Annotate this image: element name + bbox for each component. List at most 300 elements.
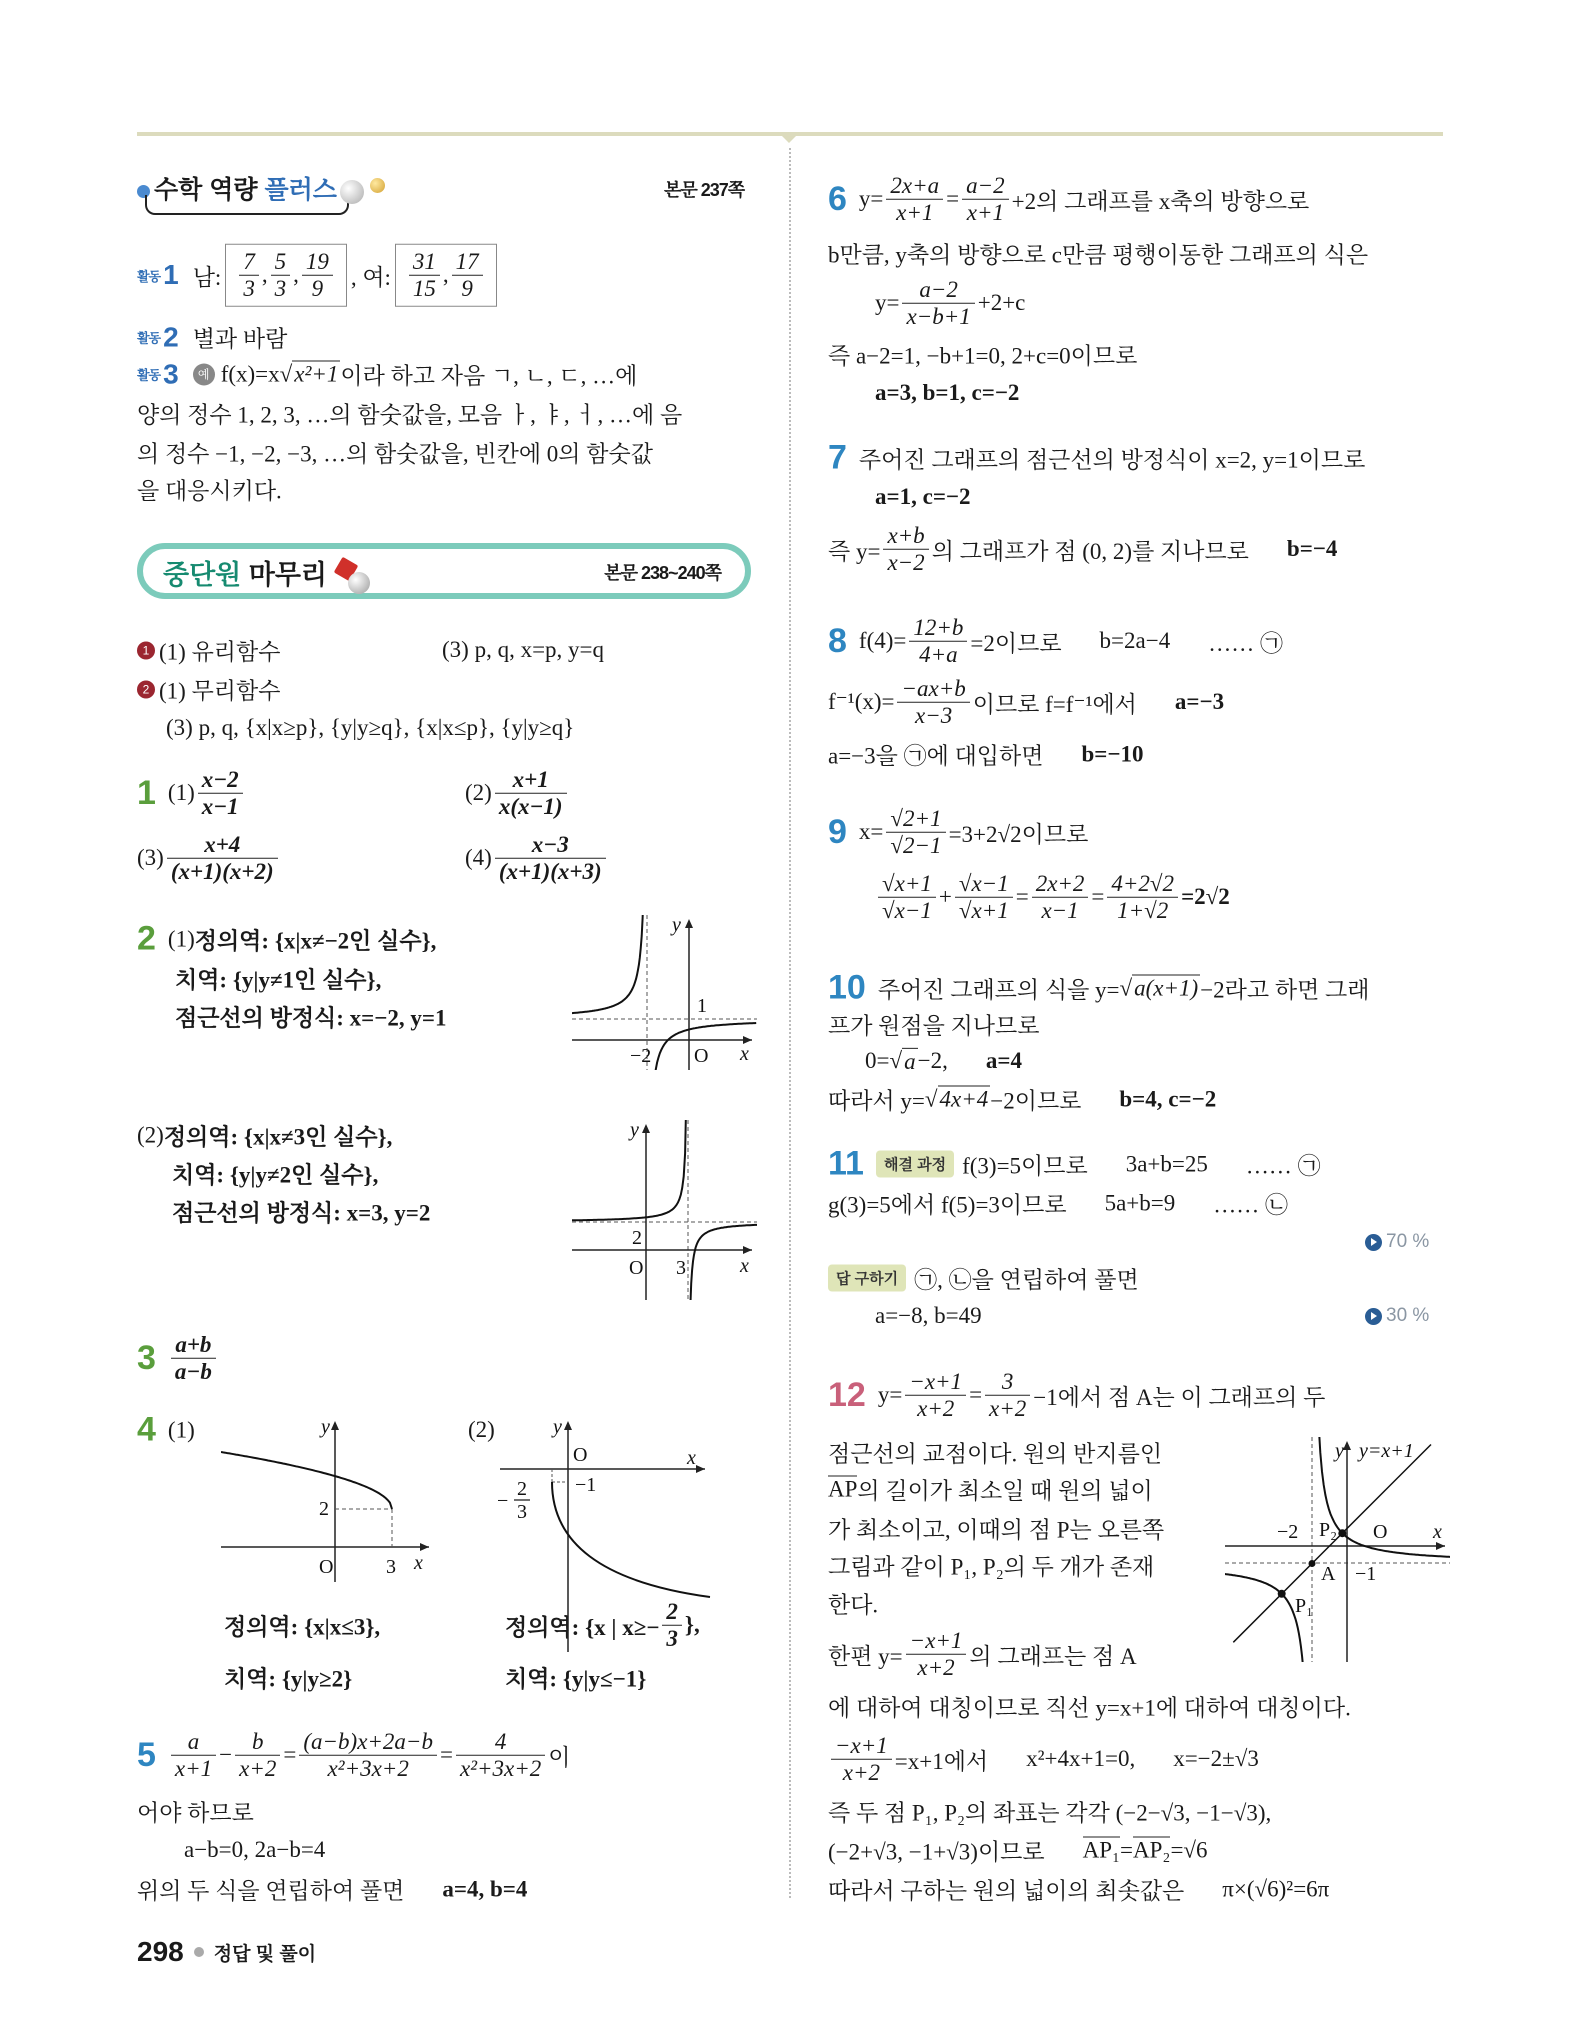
text: 주어진 그래프의 식을 y= [877,977,1120,1003]
text: f⁻¹(x)= [828,689,895,714]
line-q2b [175,962,381,995]
text: (3) [137,845,164,870]
x-label: x [414,1552,423,1574]
asymptote-value: 2 [632,1227,642,1249]
line-q11d [875,1303,982,1329]
fraction-numerator: −ax+b [897,676,969,703]
text: ㉠, ㉡을 연립하여 풀면 [914,1267,1139,1293]
x-label: x [740,1043,749,1065]
line-c1r [442,637,604,663]
radicand: a(x+1) [1134,975,1199,1001]
line-q1r [465,767,570,820]
square-root [1120,975,1201,1001]
fraction-denominator: x²+3x+2 [327,1755,409,1781]
line-q7 [828,439,1365,478]
line-q6b [828,237,1368,270]
origin-label: O [573,1444,588,1466]
point-p2 [1338,1529,1346,1537]
text: − [219,1742,233,1767]
fraction [271,249,291,302]
text: 의 그래프는 점 A [969,1643,1137,1669]
text: (1) 유리함수 [159,639,281,665]
header-title-b: 플러스 [264,176,337,204]
y-value-label: −1 [575,1474,597,1496]
text: =3+2√2이므로 [948,821,1089,847]
fraction-numerator: 7 [239,249,259,276]
fraction-numerator: −x+1 [905,1369,966,1396]
page-reference: 본문 237쪽 [664,180,745,200]
line-act3 [137,358,637,391]
asymptote-value: 3 [676,1257,686,1279]
text: +2의 그래프를 x축의 방향으로 [1011,188,1310,214]
text: (1) 무리함수 [159,678,281,704]
text: 이 [548,1744,571,1770]
bold-text: a=4, b=4 [442,1876,528,1901]
activity-number: 2 [163,321,179,352]
p2-label: P₂ [1319,1519,1338,1541]
line-pct2 [1365,1305,1429,1327]
fraction-denominator: 9 [311,275,324,301]
line-q1c [137,832,281,885]
origin-label: O [319,1556,334,1578]
banner-title-a: 중단원 [163,560,242,590]
line-act3b [137,397,682,430]
line-q12l [828,1873,1329,1906]
line-q8b [828,676,1224,729]
fraction-denominator: x+1 [896,199,934,225]
bold-text: 치역: {y|y≤−1} [505,1666,647,1692]
fraction [906,1628,967,1681]
fraction-denominator: x−b+1 [906,303,971,329]
line-act3d [137,473,282,506]
line-q9b [875,871,1230,924]
text: …… ㉠ [1245,1153,1321,1179]
fraction [883,523,928,576]
activity-number: 1 [163,259,179,290]
fraction-numerator: x−2 [198,767,243,794]
line-q6c [875,277,1025,330]
fraction-numerator: a−2 [962,173,1009,200]
fraction [1032,871,1089,924]
fraction [985,1369,1030,1422]
line-act3c [137,436,653,469]
line-q4 [137,1411,195,1450]
y-label: y [321,1417,330,1438]
fraction [902,277,974,330]
text: = [1091,884,1105,909]
fraction-denominator: (x+1)(x+2) [170,858,274,884]
fraction-numerator: a+b [171,1332,216,1359]
text: f(3)=5이므로 [962,1153,1088,1179]
text: 어야 하므로 [137,1800,254,1826]
activity-word: 활동 [137,268,161,284]
activity-label [137,259,179,291]
footer-dot-icon [194,1947,204,1957]
question-number: 12 [828,1375,866,1414]
line-q10 [828,969,1369,1008]
text: a−b=0, 2a−b=4 [184,1837,326,1862]
line-q11c [828,1262,1139,1295]
text: 의 길이가 최소일 때 원의 넓이 [857,1478,1153,1504]
x-value-numerator: 2 [517,1478,527,1500]
line-q1 [137,767,246,820]
text: y= [875,290,900,315]
text: …… ㉡ [1213,1192,1288,1218]
line-q12e [828,1549,1154,1582]
text: + [938,884,952,909]
fraction [198,767,243,820]
line-q4r [468,1417,495,1443]
text: 즉 a−2=1, −b+1=0, 2+c=0이므로 [828,343,1138,369]
bold-text: 정의역: {x|x≤3}, [224,1614,381,1640]
bold-text: b=−4 [1286,536,1338,561]
line-q8 [828,615,1283,668]
x-value-sign: − [497,1490,509,1512]
fraction-numerator: 2x+a [886,173,943,200]
text: =x+1에서 [894,1748,989,1774]
bold-text: a=3, b=1, c=−2 [875,380,1020,405]
fraction-denominator: x+2 [239,1755,277,1781]
curve [221,1452,392,1509]
sqrt-sign-icon: √ [889,1048,903,1074]
p1-label: P₁ [1295,1595,1314,1617]
fraction [955,871,1013,924]
y-label: y [1335,1440,1344,1462]
text: a=−8, b=49 [875,1303,982,1328]
text: y= [858,186,884,211]
line-q5c [184,1837,325,1863]
line-c2 [137,673,280,706]
fraction-numerator: 2x+2 [1032,871,1089,898]
y-label: y [553,1417,562,1438]
text: , 여: [350,264,391,290]
fraction-numerator: x−3 [495,832,606,859]
radicand: x²+1 [294,361,339,387]
text: g(3)=5에서 f(5)=3이므로 [828,1192,1067,1218]
example-badge: 예 [193,363,215,385]
fraction-denominator: 4+a [919,641,958,667]
graph-q4-1 [221,1417,436,1582]
header-underline [145,195,349,215]
line-q6e [875,380,1019,406]
bold-text: 정의역: {x|x≠−2인 실수}, [194,928,437,954]
fraction-denominator: x−1 [1041,897,1079,923]
score-percent: 30 % [1386,1305,1430,1326]
segment-overline: AP₂ [1133,1837,1171,1863]
line-q1d [465,832,609,885]
line-c3 [166,715,574,741]
top-rule-notch [780,134,798,143]
activity-label [137,358,179,390]
x-value-denominator: 3 [517,1501,527,1523]
fraction-numerator: x+1 [495,767,567,794]
text: f(4)= [858,628,907,653]
line-q10c [865,1048,1022,1074]
text: 이라 하고 자음 ㄱ, ㄴ, ㄷ, …에 [340,363,638,389]
line-q12j [828,1795,1271,1828]
fraction [409,249,440,302]
fraction-numerator: 4 [456,1729,545,1756]
text: , [293,262,299,287]
fraction [962,173,1009,226]
fraction [299,1729,437,1782]
line-q12h [828,1690,1351,1723]
fraction-denominator: 3 [666,1625,678,1651]
bold-text: b=4, c=−2 [1119,1086,1217,1111]
text: −2, [917,1047,948,1073]
square-root [889,1048,917,1074]
line-q12 [828,1369,1325,1422]
activity-label [137,321,179,353]
text: = [439,1742,453,1767]
line-q7c [828,523,1337,576]
question-number: 11 [828,1144,864,1183]
text: +2+c [977,290,1026,315]
fraction-denominator: x−1 [201,793,239,819]
bold-text: a=−3 [1174,689,1225,714]
bold-text: a=1, c=−2 [875,484,971,509]
fraction-denominator: x+2 [842,1759,880,1785]
bold-text: 정의역: {x | x≥− [505,1614,660,1640]
origin-label: O [629,1257,644,1279]
x-value-label: 3 [386,1556,396,1578]
fraction [452,249,483,302]
text: 즉 두 점 P₁, P₂의 좌표는 각각 (−2−√3, −1−√3), [828,1800,1272,1826]
text: =√6 [1170,1837,1208,1862]
line-q8c [828,738,1143,771]
text: , [442,262,449,287]
text: (2) [468,1417,495,1442]
asymptote-value: −1 [1355,1563,1377,1585]
text: 한편 y= [828,1643,903,1669]
segment-overline: AP [828,1476,858,1502]
line-q5 [137,1729,571,1782]
point-a [1309,1560,1316,1567]
square-root [925,1086,990,1112]
fraction-numerator: x+4 [167,832,278,859]
activity-word: 활동 [137,367,161,383]
line-q12i [828,1733,1259,1786]
text: , [261,262,268,287]
header-title-a: 수학 역량 [154,176,265,204]
fraction [171,1332,216,1385]
banner-page-reference: 본문 238~240쪽 [604,563,721,583]
fraction-denominator: 1+√2 [1117,897,1169,923]
text: =2이므로 [970,630,1062,656]
fraction [167,832,278,885]
line-q2d [137,1119,392,1152]
text: 따라서 구하는 원의 넓이의 최솟값은 [828,1878,1185,1904]
question-number: 5 [137,1735,156,1774]
text: = [1120,1837,1134,1862]
text: 이므로 f=f⁻¹에서 [972,691,1137,717]
text: 가 최소이고, 이때의 점 P는 오른쪽 [828,1517,1165,1543]
fraction-denominator: a−b [174,1358,212,1384]
text: 3a+b=25 [1125,1151,1208,1176]
bold-text: 점근선의 방정식: x=−2, y=1 [175,1005,447,1031]
text: (3) p, q, {x|x≥p}, {y|y≥q}, {x|x≤p}, {y|y≥q} [166,715,575,740]
fraction-numerator: 31 [409,249,440,276]
text: (−2+√3, −1+√3)이므로 [828,1839,1045,1865]
x-label: x [740,1255,749,1277]
text: 남: [192,264,222,290]
a-label: A [1321,1563,1336,1585]
line-pct1 [1365,1231,1429,1253]
radicand: a [904,1048,916,1074]
ball-decoration-icon [348,572,370,594]
text: (4) [465,845,492,870]
answer-box [395,244,497,307]
asymptote-value: −2 [630,1045,652,1067]
column-divider [789,148,791,1898]
line-q12f [828,1587,878,1620]
fraction [302,249,333,302]
curve [552,1482,710,1597]
activity-number: 3 [163,358,179,389]
text: −2라고 하면 그래 [1200,977,1370,1003]
text: 의 정수 −1, −2, −3, …의 함숫값을, 빈칸에 0의 함숫값 [137,441,653,467]
asymptote-value: −2 [1277,1521,1299,1543]
fraction-numerator: 19 [302,249,333,276]
fraction-numerator: a−2 [902,277,974,304]
page-number: 298 [137,1936,184,1967]
fraction-numerator: √x+1 [878,871,936,898]
text: 5a+b=9 [1104,1190,1176,1215]
fraction-denominator: x−3 [914,702,953,728]
fraction-denominator: x+2 [917,1395,955,1421]
text: 별과 바람 [192,326,288,352]
text: −1에서 점 A는 이 그래프의 두 [1033,1384,1326,1410]
curve-left-branch [572,915,646,1013]
bold-text: 치역: {y|y≠2인 실수}, [172,1162,379,1188]
fraction [235,1729,280,1782]
question-number: 1 [137,773,156,812]
score-weight [1365,1231,1429,1253]
question-number: 9 [828,812,847,851]
text: 즉 y= [828,538,881,564]
fraction [495,832,606,885]
arrow-circle-icon [1365,1308,1382,1325]
line-q5b [137,1795,254,1828]
text: 위의 두 식을 연립하여 풀면 [137,1878,405,1904]
bold-text: }, [684,1612,700,1637]
text: 점근선의 교점이다. 원의 반지름인 [828,1441,1163,1467]
line-q12c [828,1473,1153,1506]
fraction-numerator: −x+1 [831,1733,892,1760]
fraction-denominator: √2−1 [890,832,942,858]
text: 프가 원점을 지나므로 [828,1013,1040,1039]
radicand: 4x+4 [939,1086,989,1112]
fraction-numerator: (a−b)x+2a−b [299,1729,437,1756]
y-label: y [630,1120,639,1141]
question-number: 10 [828,968,866,1007]
text: f(x)=x [220,361,280,386]
line-q9 [828,806,1088,859]
question-number: 6 [828,179,847,218]
line-q12g [828,1628,1137,1681]
text: 한다. [828,1592,879,1618]
line-q4r2 [505,1661,646,1694]
text: (1) [167,1417,195,1442]
line-c1 [137,634,280,667]
numbered-marker: 2 [137,680,155,698]
fraction [905,1369,966,1422]
question-number: 4 [137,1410,156,1449]
text: b만큼, y축의 방향으로 c만큼 평행이동한 그래프의 식은 [828,242,1369,268]
fraction-numerator: 3 [985,1369,1030,1396]
text: (3) p, q, x=p, y=q [442,637,605,662]
fraction [909,615,967,668]
question-number: 8 [828,621,847,660]
fraction-numerator: x+b [883,523,928,550]
text: x²+4x+1=0, [1026,1746,1136,1771]
line-act2 [137,321,287,354]
line-y-equals-x-plus-1 [1233,1445,1431,1643]
footer-title: 정답 및 풀이 [213,1943,317,1965]
y-label: y [672,915,681,936]
line-q10b [828,1008,1039,1041]
text: = [969,1382,983,1407]
text: 그림과 같이 P₁, P₂의 두 개가 존재 [828,1554,1155,1580]
fraction-numerator: 12+b [909,615,967,642]
bold-text: 치역: {y|y≠1인 실수}, [175,967,382,993]
ball-decoration-icon [340,180,364,204]
origin-label: O [1373,1521,1388,1543]
line-q12b [828,1436,1162,1469]
text: a=−3을 ㉠에 대입하면 [828,743,1044,769]
sqrt-sign-icon: √ [924,1086,938,1112]
line-q6 [828,173,1309,226]
fraction-denominator: x+1 [966,199,1004,225]
fraction-numerator: 5 [271,249,291,276]
bold-text: 정의역: {x|x≠3인 실수}, [163,1124,393,1150]
fraction-denominator: 3 [243,275,255,301]
fraction-denominator: x+1 [174,1755,213,1781]
fraction [878,871,936,924]
text: 주어진 그래프의 점근선의 방정식이 x=2, y=1이므로 [858,447,1366,473]
line-q12d [828,1512,1164,1545]
line-q5d [137,1873,527,1906]
bold-text: 점근선의 방정식: x=3, y=2 [172,1200,431,1226]
line-q12k [828,1834,1208,1867]
fraction [897,676,969,729]
answer-box [225,244,347,307]
arrow-circle-icon [1365,1234,1382,1251]
fraction-numerator: −x+1 [906,1628,967,1655]
text: = [283,1742,297,1767]
x-label: x [687,1447,696,1469]
step-badge: 답 구하기 [828,1265,906,1292]
fraction-denominator: x(x−1) [498,793,563,819]
text: π×(√6)²=6π [1222,1876,1330,1901]
fraction-denominator: x−2 [887,549,925,575]
axis-arrow-icon [642,1124,752,1254]
line-q2e [172,1157,378,1190]
bold-text: 치역: {y|y≥2} [224,1666,353,1692]
graph-q4-2 [495,1417,715,1652]
line-label: y=x+1 [1359,1440,1414,1462]
fraction-denominator: 9 [461,275,473,301]
fraction [495,767,567,820]
line-act1 [137,244,501,307]
fraction-numerator: a [171,1729,216,1756]
fraction-denominator: 15 [412,275,436,301]
score-weight [1365,1305,1429,1327]
text: 따라서 y= [828,1088,925,1114]
text: …… ㉠ [1208,630,1283,656]
text: x=−2±√3 [1173,1746,1259,1771]
fraction-numerator: 4+2√2 [1107,871,1178,898]
